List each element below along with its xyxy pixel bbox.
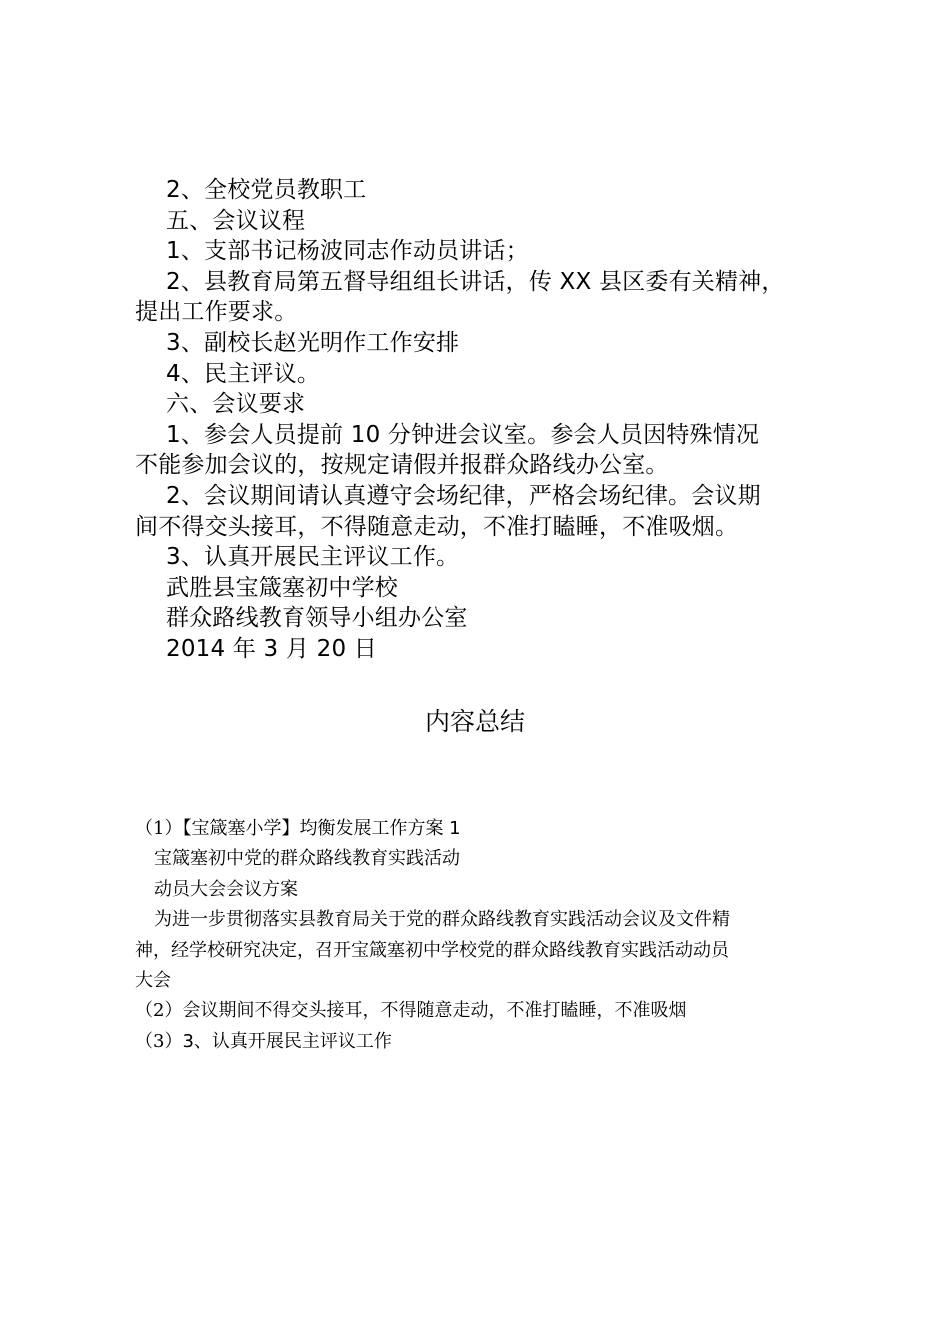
signature-date: 2014 年 3 月 20 日 [166,635,377,662]
body-line: 2、全校党员教职工 [166,177,367,203]
summary-item-number: （1） [135,818,183,839]
summary-item-1-line: 动员大会会议方案 [154,878,298,900]
summary-item-1-line: 为进一步贯彻落实县教育局关于党的群众路线教育实践活动会议及文件精 [154,909,730,931]
summary-item-1 [135,814,835,844]
body-line: 1、支部书记杨波同志作动员讲话； [166,238,529,265]
summary-item-text: 【宝箴塞小学】均衡发展工作方案 1 [182,818,461,839]
summary-item-2 [135,996,835,1026]
summary-item-1-line: 宝箴塞初中党的群众路线教育实践活动 [154,848,460,870]
body-line: 不能参加会议的，按规定请假并报群众路线办公室。 [135,452,669,479]
body-line: 1、参会人员提前 10 分钟进会议室。参会人员因特殊情况 [166,421,760,448]
body-line: 间不得交头接耳，不得随意走动，不准打瞌睡，不准吸烟。 [135,513,739,540]
meeting-plan-body [135,175,845,665]
summary-item-text: 3、认真开展民主评议工作 [182,1030,392,1052]
body-line: 3、副校长赵光明作工作安排 [166,329,460,356]
summary-item-number: （2） [135,1000,183,1022]
body-line: 提出工作要求。 [135,299,298,326]
body-line: 4、民主评议。 [166,360,321,387]
body-line: 五、会议议程 [166,207,306,234]
summary-item-number: （3） [135,1030,183,1052]
summary-item-text: 会议期间不得交头接耳，不得随意走动，不准打瞌睡，不准吸烟 [182,1000,687,1022]
summary-item-1-line: 神，经学校研究决定，召开宝箴塞初中学校党的群众路线教育实践活动动员 [135,939,729,961]
body-line: 3、认真开展民主评议工作。 [166,544,460,571]
body-line: 2、会议期间请认真遵守会场纪律，严格会场纪律。会议期 [166,482,761,509]
signature-office: 群众路线教育领导小组办公室 [166,605,468,632]
summary-item-3 [135,1027,835,1057]
summary-heading: 内容总结 [424,707,525,736]
body-line: 2、县教育局第五督导组组长讲话，传 XX 县区委有关精神， [166,268,785,295]
body-line: 六、会议要求 [166,391,306,418]
signature-school: 武胜县宝箴塞初中学校 [166,574,398,601]
summary-list [135,814,835,1057]
summary-item-1-line: 大会 [135,970,171,992]
